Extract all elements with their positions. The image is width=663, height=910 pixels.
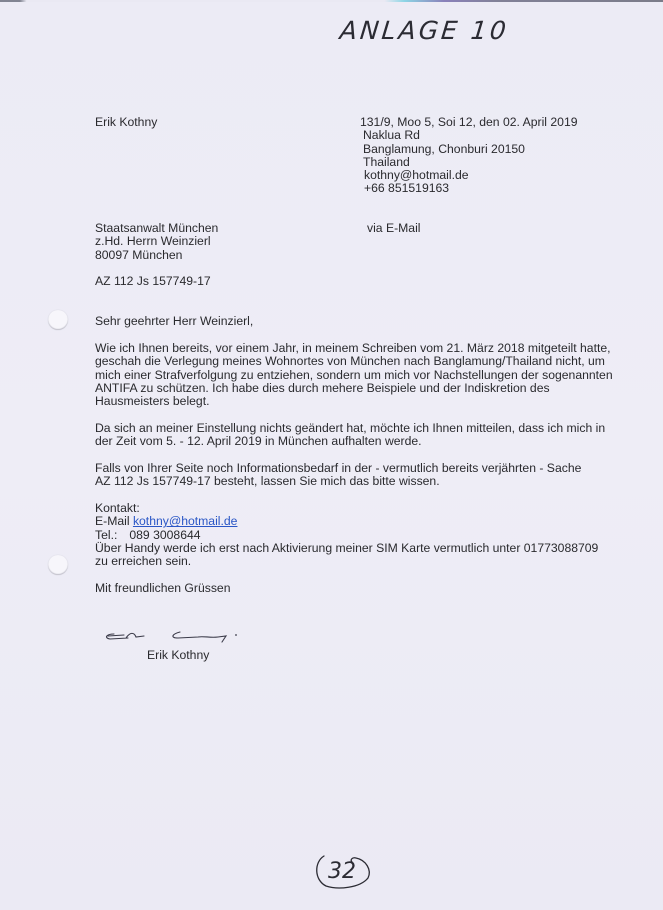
sender-address-city: Banglamung, Chonburi 20150 xyxy=(363,141,525,156)
handwritten-signature xyxy=(100,622,270,644)
paragraph-line: Wie ich Ihnen bereits, vor einem Jahr, in meinem Schreiben vom 21. März 2018 mitgeteilt hatte, xyxy=(95,341,611,355)
recipient-line: z.Hd. Herrn Weinzierl xyxy=(95,234,211,249)
body-paragraph-1 xyxy=(95,342,613,408)
tel-number: 089 3008644 xyxy=(129,527,201,542)
paragraph-line: mich einer Strafverfolgung zu entziehen, sondern um mich vor Nachstellungen der sogenannten xyxy=(95,367,613,382)
paragraph-line: Hausmeisters belegt. xyxy=(95,394,210,409)
punch-hole xyxy=(48,310,68,330)
salutation: Sehr geehrter Herr Weinzierl, xyxy=(95,314,254,328)
mobile-note-line: zu erreichen sein. xyxy=(95,554,192,569)
recipient-address-block xyxy=(95,222,218,262)
paragraph-line: ANTIFA zu schützen. Ich habe dies durch mehere Beispiele und der Indiskretion des xyxy=(95,380,550,395)
handwritten-attachment-label: ANLAGE 10 xyxy=(338,16,511,45)
tel-label: Tel.: xyxy=(95,527,118,542)
recipient-line: Staatsanwalt München xyxy=(95,221,219,235)
email-label: E-Mail xyxy=(95,514,130,529)
signature-printed-name: Erik Kothny xyxy=(147,648,210,662)
sender-address-block xyxy=(360,116,578,196)
scan-edge xyxy=(0,0,663,2)
delivery-method: via E-Mail xyxy=(367,221,421,235)
sender-address-date-line: 131/9, Moo 5, Soi 12, den 02. April 2019 xyxy=(360,115,578,129)
case-reference: AZ 112 Js 157749-17 xyxy=(95,274,211,288)
handwritten-page-number xyxy=(312,850,372,890)
paragraph-line: Falls von Ihrer Seite noch Informationsbedarf in der - vermutlich bereits verjährten - Sache xyxy=(95,461,582,475)
sender-email: kothny@hotmail.de xyxy=(364,168,469,183)
sender-address-street: Naklua Rd xyxy=(363,128,420,143)
mobile-note-line: Über Handy werde ich erst nach Aktivierung meiner SIM Karte vermutlich unter 01773088709 xyxy=(95,540,599,555)
paragraph-line: der Zeit vom 5. - 12. April 2019 in München aufhalten werde. xyxy=(95,434,422,449)
page-number-text: 32 xyxy=(328,859,356,884)
paragraph-line: Da sich an meiner Einstellung nichts geändert hat, möchte ich Ihnen mitteilen, dass ich mich in xyxy=(95,421,606,435)
contact-email-row xyxy=(95,515,598,528)
email-link[interactable]: kothny@hotmail.de xyxy=(132,514,238,529)
paragraph-line: geschah die Verlegung meines Wohnortes von München nach Banglamung/Thailand nicht, um xyxy=(95,354,605,369)
contact-heading: Kontakt: xyxy=(95,501,140,515)
sender-address-country: Thailand xyxy=(363,154,410,169)
paragraph-line: AZ 112 Js 157749-17 besteht, lassen Sie mich das bitte wissen. xyxy=(95,474,440,489)
punch-hole xyxy=(48,555,68,575)
body-paragraph-3 xyxy=(95,462,581,489)
body-paragraph-2 xyxy=(95,422,605,449)
contact-block xyxy=(95,502,598,568)
sender-name: Erik Kothny xyxy=(95,115,158,129)
contact-tel-row xyxy=(95,529,598,542)
closing: Mit freundlichen Grüssen xyxy=(95,581,231,595)
recipient-line: 80097 München xyxy=(95,247,183,262)
sender-phone: +66 851519163 xyxy=(364,181,450,196)
